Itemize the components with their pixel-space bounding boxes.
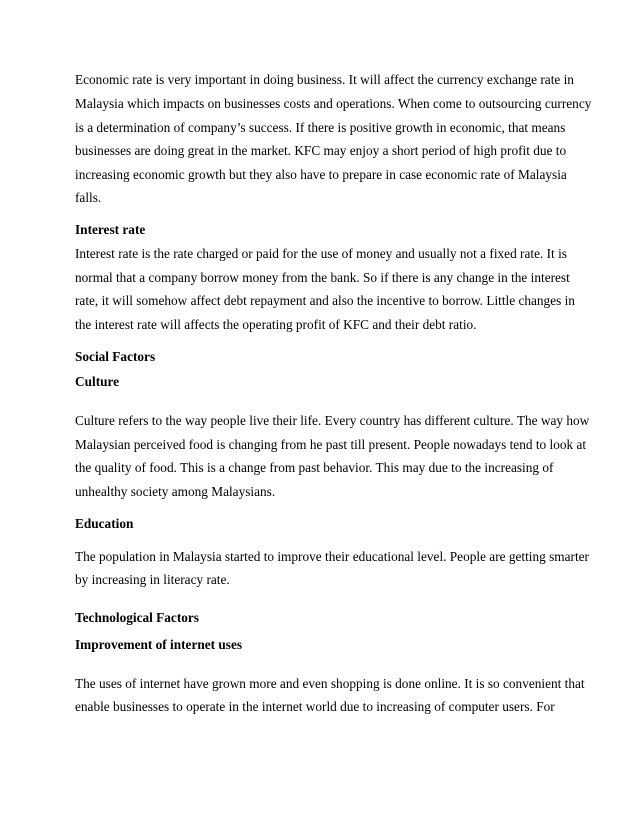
heading-education: Education	[75, 516, 134, 531]
economic-paragraph-line: businesses are doing great in the market. KFC may enjoy a short period of high profit due to	[75, 143, 567, 158]
economic-paragraph-line: is a determination of company’s success. If there is positive growth in economic, that means	[75, 120, 566, 135]
culture-paragraph-line: Malaysian perceived food is changing from he past till present. People nowadays tend to look at	[75, 437, 587, 452]
heading-interest-rate: Interest rate	[75, 222, 146, 237]
interest-rate-paragraph-line: normal that a company borrow money from the bank. So if there is any change in the interest	[75, 270, 570, 285]
heading-technological-factors: Technological Factors	[75, 610, 199, 625]
education-paragraph-line: by increasing in literacy rate.	[75, 572, 230, 587]
heading-culture: Culture	[75, 374, 120, 389]
education-paragraph-line: The population in Malaysia started to improve their educational level. People are getting smarter	[75, 549, 589, 564]
culture-paragraph-line: unhealthy society among Malaysians.	[75, 484, 276, 499]
heading-internet-uses: Improvement of internet uses	[75, 637, 243, 652]
culture-paragraph-line: Culture refers to the way people live their life. Every country has different culture. The way how	[75, 413, 590, 428]
culture-paragraph-line: the quality of food. This is a change from past behavior. This may due to the increasing of	[75, 460, 554, 475]
economic-paragraph-line: increasing economic growth but they also have to prepare in case economic rate of Malaysia	[75, 167, 567, 182]
interest-rate-paragraph-line: Interest rate is the rate charged or paid for the use of money and usually not a fixed rate. It is	[75, 246, 567, 261]
interest-rate-paragraph-line: the interest rate will affects the operating profit of KFC and their debt ratio.	[75, 317, 477, 332]
internet-paragraph-line: The uses of internet have grown more and even shopping is done online. It is so convenient that	[75, 676, 585, 691]
economic-paragraph-line: Malaysia which impacts on businesses costs and operations. When come to outsourcing currency	[75, 96, 592, 111]
economic-paragraph-line: Economic rate is very important in doing business. It will affect the currency exchange rate in	[75, 72, 574, 87]
economic-paragraph-line: falls.	[75, 190, 102, 205]
heading-social-factors: Social Factors	[75, 349, 156, 364]
internet-paragraph-line: enable businesses to operate in the internet world due to increasing of computer users. For	[75, 699, 555, 714]
interest-rate-paragraph-line: rate, it will somehow affect debt repayment and also the incentive to borrow. Little changes in	[75, 293, 575, 308]
